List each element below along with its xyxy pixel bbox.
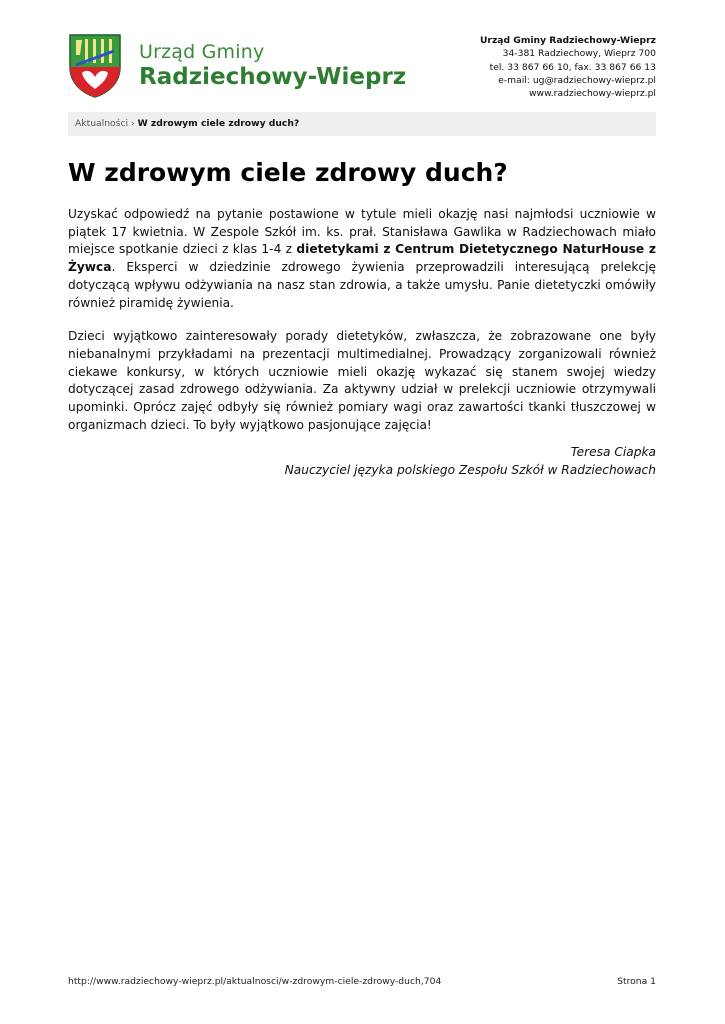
breadcrumb-current: W zdrowym ciele zdrowy duch? <box>137 118 300 129</box>
author-name: Teresa Ciapka <box>570 445 656 459</box>
contact-email[interactable]: e-mail: ug@radziechowy-wieprz.pl <box>498 74 656 86</box>
contact-block <box>480 34 656 100</box>
contact-website[interactable]: www.radziechowy-wieprz.pl <box>529 88 656 100</box>
author-role: Nauczyciel języka polskiego Zespołu Szkół w Radziechowach <box>284 463 656 477</box>
coat-of-arms-icon <box>68 33 122 99</box>
footer-page-number: Strona 1 <box>617 976 656 987</box>
contact-phone: tel. 33 867 66 10, fax. 33 867 66 13 <box>489 61 656 73</box>
breadcrumb-separator: › <box>130 118 135 129</box>
article-body <box>68 206 656 450</box>
page-header <box>68 33 656 103</box>
footer-url[interactable]: http://www.radziechowy-wieprz.pl/aktualnosci/w-zdrowym-ciele-zdrowy-duch,704 <box>68 976 442 987</box>
p1-bold-text: dietetykami z Centrum Dietetycznego NaturHouse z Żywca <box>68 242 656 275</box>
site-logo[interactable] <box>139 41 406 91</box>
logo-line-2: Radziechowy-Wieprz <box>139 64 407 90</box>
p1-text-start: Uzyskać odpowiedź na pytanie postawione w tytule mieli okazję nasi najmłodsi uczniowie w piątek 17 kwietnia. W Zespole Szkół im. ks. prał. Stanisława Gawlika w Radziechowach miało miejsce spotkanie dzieci z klas 1-4 z <box>68 207 656 257</box>
article-signature <box>68 443 656 479</box>
contact-organization: Urząd Gminy Radziechowy-Wieprz <box>479 35 656 46</box>
article-paragraph-1 <box>68 206 656 312</box>
article-paragraph-2: Dzieci wyjątkowo zainteresowały porady dietetyków, zwłaszcza, że zobrazowane one były niebanalnymi przykładami na prezentacji multimedialnej. Prowadzący zorganizowali również ciekawe konkursy, w których uczniowie mieli okazję wykazać się stanem swojej wiedzy dotyczącej zasad zdrowego odżywiania. Za aktywny udział w prelekcji uczniowie otrzymywali upominki. Oprócz zajęć odbyły się również pomiary wagi oraz zawartości tkanki tłuszczowej w organizmach dzieci. To były wyjątkowo pasjonujące zajęcia! <box>68 329 656 432</box>
p1-text-end: . Eksperci w dziedzinie zdrowego żywienia przeprowadzili interesującą prelekcję dotyczącą wpływu odżywiania na nasz stan zdrowia, a także umysłu. Panie dietetyczki omówiły również piramidę żywienia. <box>68 260 656 310</box>
breadcrumb <box>68 112 656 136</box>
page-title: W zdrowym ciele zdrowy duch? <box>68 158 508 187</box>
breadcrumb-link-news[interactable]: Aktualności <box>75 118 129 129</box>
logo-line-1: Urząd Gminy <box>139 41 265 63</box>
contact-address: 34-381 Radziechowy, Wieprz 700 <box>502 48 656 60</box>
